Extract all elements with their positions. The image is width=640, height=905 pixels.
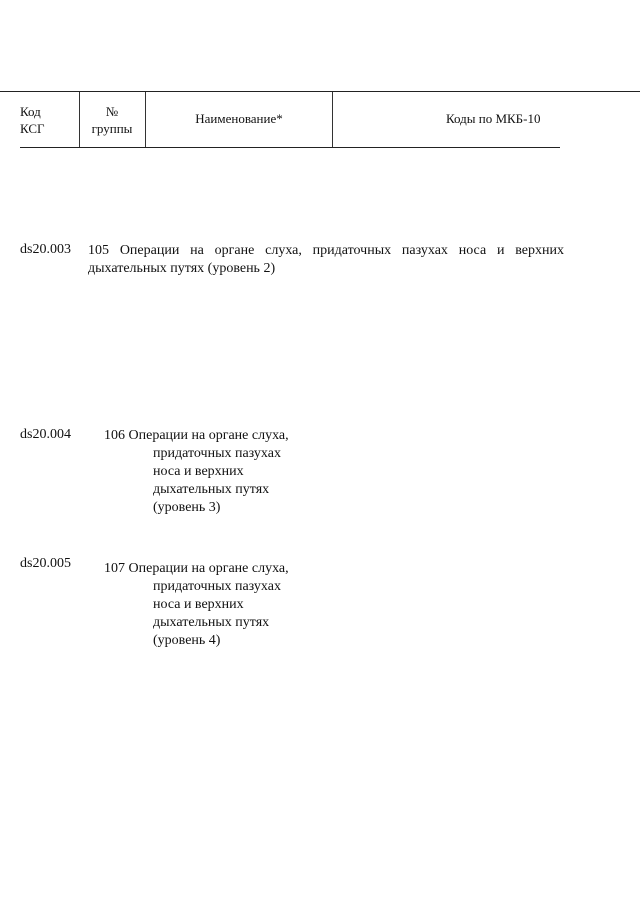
- header-group: [80, 103, 144, 137]
- row-name: [104, 560, 314, 650]
- row-name-line: (уровень 3): [153, 500, 221, 515]
- row-name-line: придаточных пазухах: [153, 446, 281, 461]
- row-name-line: дыхательных путях: [153, 615, 270, 630]
- row-name-line: [104, 560, 314, 578]
- row-name-line: (уровень 4): [153, 633, 221, 648]
- row-name-text: Операции на органе слуха, придаточных пазухах носа и верхних дыхательных путях (уровень 2): [88, 243, 564, 276]
- header-group-line1: №: [105, 104, 119, 119]
- row-code: ds20.004: [20, 427, 71, 442]
- header-code: [20, 103, 76, 137]
- row-code: ds20.005: [20, 556, 71, 571]
- row-name-line: носа и верхних: [153, 597, 244, 612]
- header-name: Наименование*: [195, 111, 283, 126]
- header-icd: Коды по МКБ-10: [446, 111, 541, 126]
- row-name-text: Операции на органе слуха,: [128, 428, 289, 443]
- row-name: [104, 427, 314, 517]
- row-name-text: Операции на органе слуха,: [128, 561, 289, 576]
- row-group-number: 105: [88, 243, 109, 258]
- header-code-line1: Код: [20, 104, 41, 119]
- header-divider-3: [332, 92, 333, 147]
- row-name-line: придаточных пазухах: [153, 579, 281, 594]
- header-bottom-rule: [20, 147, 560, 148]
- row-name-line: носа и верхних: [153, 464, 244, 479]
- row-name-line: [104, 427, 314, 445]
- row-name: [88, 242, 564, 278]
- row-group-number: 106: [104, 428, 125, 443]
- row-name-line: дыхательных путях: [153, 482, 270, 497]
- header-code-line2: КСГ: [20, 121, 45, 136]
- header-top-rule: [0, 91, 640, 92]
- row-group-number: 107: [104, 561, 125, 576]
- header-group-line2: группы: [91, 121, 133, 136]
- row-code: ds20.003: [20, 242, 71, 257]
